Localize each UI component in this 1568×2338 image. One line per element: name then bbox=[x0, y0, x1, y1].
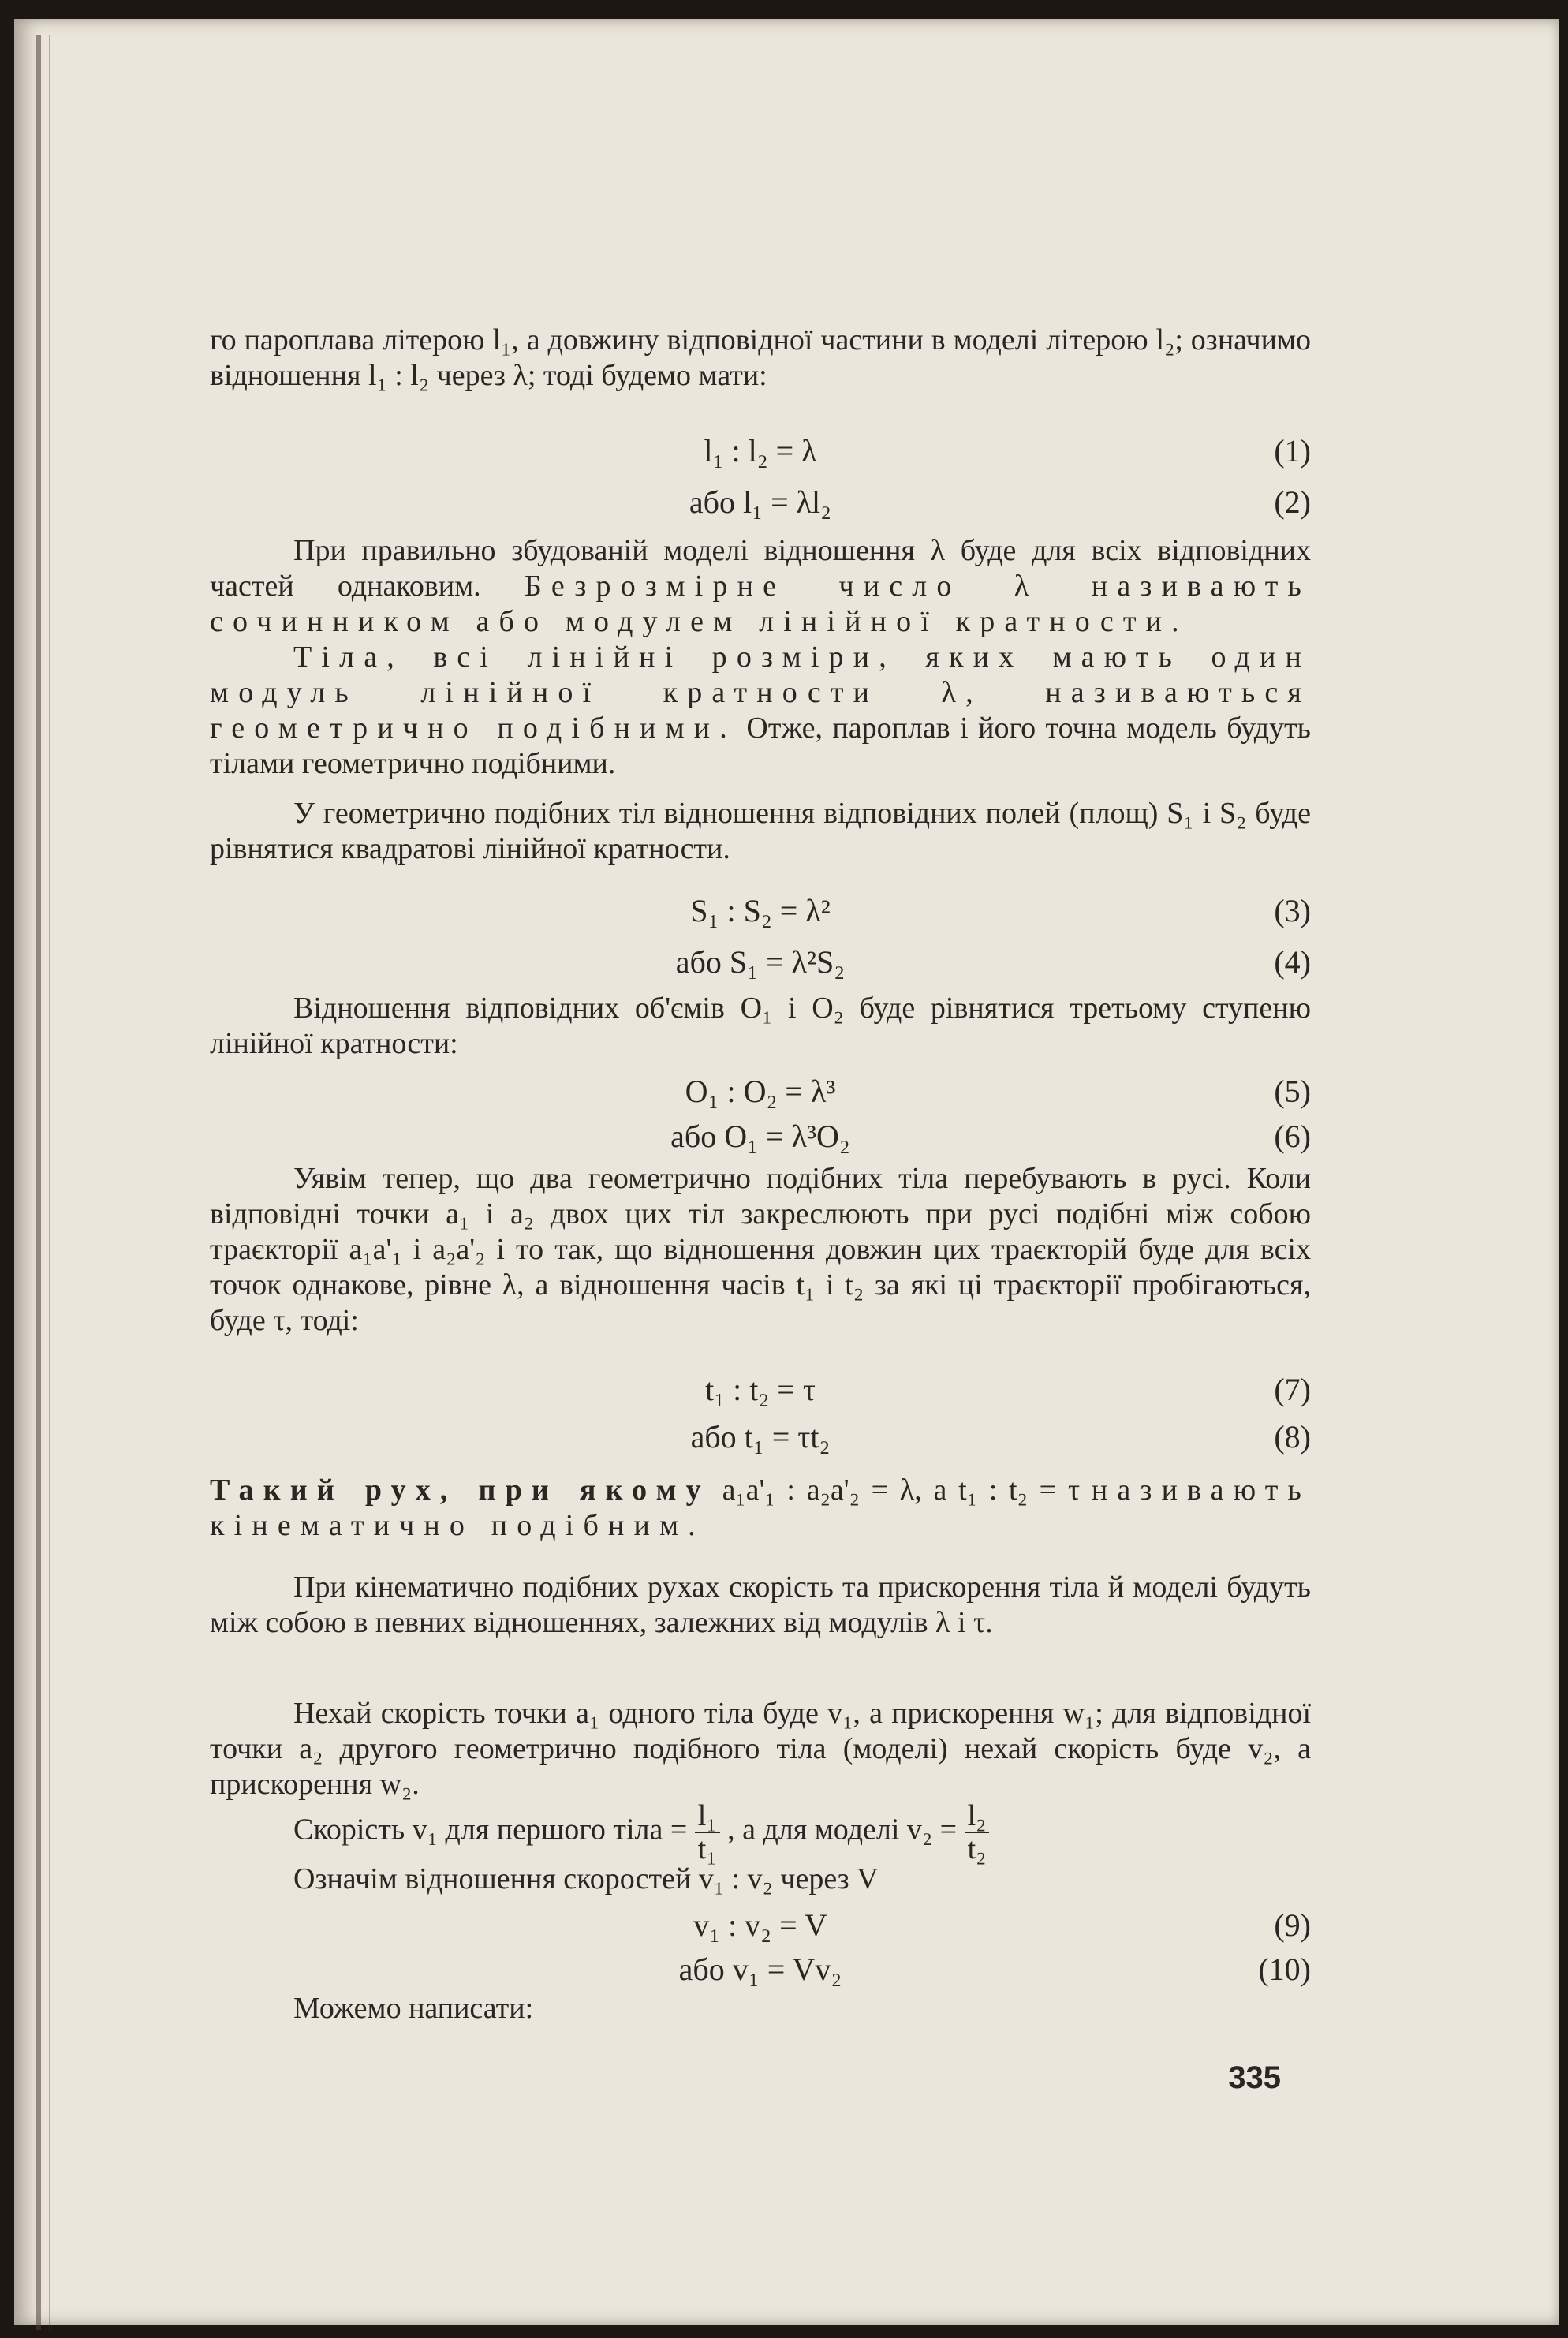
paragraph-ratio: Означім відношення скоростей v₁ : v₂ через V bbox=[293, 1862, 879, 1895]
paragraph-model: При правильно збудованій моделі відношення λ буде для всіх відповідних частей однаковим. Безрозмірне число λ називають сочинником або модулем лінійної кратности. bbox=[210, 534, 1311, 638]
formula-4: або S₁ = λ²S₂ (4) bbox=[210, 943, 1311, 982]
fraction-l2-t2: $\frac{\text{l₂}}{\text{t₂}}$ bbox=[965, 1800, 990, 1865]
paragraph-let: Нехай скорість точки a₁ одного тіла буде v₁, а прискорення w₁; для відповідної точки a₂ другого геометрично подібного тіла (моделі) нехай скорість буде v₂, а прискорення w₂. bbox=[210, 1697, 1311, 1801]
formula-10: або v₁ = Vv₂ (10) bbox=[210, 1950, 1311, 1989]
formula-2: або l₁ = λl₂ (2) bbox=[210, 483, 1311, 522]
equation-number: (9) bbox=[1274, 1907, 1311, 1943]
paragraph-volumes: Відношення відповідних об'ємів O₁ і O₂ буде рівнятися третьому ступеню лінійної кратности: bbox=[210, 992, 1311, 1060]
equation-number: (10) bbox=[1258, 1951, 1311, 1987]
formula-7: t₁ : t₂ = τ (7) bbox=[210, 1370, 1311, 1410]
formula-5: O₁ : O₂ = λ³ (5) bbox=[210, 1072, 1311, 1111]
equation-number: (5) bbox=[1274, 1074, 1311, 1109]
paragraph-motion: Уявім тепер, що два геометрично подібних тіла перебувають в русі. Коли відповідні точки a₁ і a₂ двох цих тіл закреслюють при русі подібні між собою траєкторії a₁a'₁ і a₂a'₂ і то так, що відношення довжин цих траєкторій буде для всіх точок однакове, рівне λ, а відношення часів t₁ і t₂ за які ці траєкторії пробігаються, буде τ, тоді: bbox=[210, 1162, 1311, 1337]
paragraph-intro: го пароплава літерою l₁, а довжину відповідної частини в моделі літерою l₂; означимо відношення l₁ : l₂ через λ; тоді будемо мати: bbox=[210, 323, 1311, 392]
paragraph-areas: У геометрично подібних тіл відношення відповідних полей (площ) S₁ і S₂ буде рівнятися квадратові лінійної кратности. bbox=[210, 797, 1311, 865]
formula-9: v₁ : v₂ = V (9) bbox=[210, 1906, 1311, 1945]
paragraph-closing: Можемо написати: bbox=[293, 1992, 534, 2025]
paragraph-kinematic: Такий рух, при якому a₁a'₁ : a₂a'₂ = λ, а t₁ : t₂ = τ називають кінематично подібним. bbox=[210, 1473, 1312, 1542]
equation-number: (7) bbox=[1274, 1372, 1311, 1407]
paragraph-geometric-similarity: Тіла, всі лінійні розміри, яких мають один модуль лінійної кратности λ, називаються геометрично подібними. Отже, пароплав і його точна модель будуть тілами геометрично подібними. bbox=[210, 641, 1311, 780]
speed-definition-line: Скорість v₁ для першого тіла = $\frac{\text{l₁}}{\text{t₁}}$ , а для моделі v₂ = $\frac{\text{l₂}}{\text{t₂}}$ bbox=[210, 1800, 1311, 1865]
binding-edge-inner bbox=[49, 35, 50, 2330]
book-page bbox=[14, 19, 1559, 2325]
equation-number: (8) bbox=[1274, 1419, 1311, 1455]
formula-6: або O₁ = λ³O₂ (6) bbox=[210, 1117, 1311, 1156]
formula-1: l₁ : l₂ = λ (1) bbox=[210, 431, 1311, 471]
paragraph-speed-acceleration: При кінематично подібних рухах скорість та прискорення тіла й моделі будуть між собою в певних відношеннях, залежних від модулів λ і τ. bbox=[210, 1570, 1311, 1639]
equation-number: (2) bbox=[1274, 484, 1311, 520]
formula-3: S₁ : S₂ = λ² (3) bbox=[210, 891, 1311, 931]
binding-edge bbox=[36, 35, 41, 2330]
equation-number: (4) bbox=[1274, 944, 1311, 980]
fraction-l1-t1: $\frac{\text{l₁}}{\text{t₁}}$ bbox=[695, 1800, 720, 1865]
equation-number: (6) bbox=[1274, 1119, 1311, 1154]
formula-8: або t₁ = τt₂ (8) bbox=[210, 1417, 1311, 1457]
equation-number: (1) bbox=[1274, 433, 1311, 469]
page-number: 335 bbox=[1228, 2060, 1281, 2095]
equation-number: (3) bbox=[1274, 893, 1311, 928]
